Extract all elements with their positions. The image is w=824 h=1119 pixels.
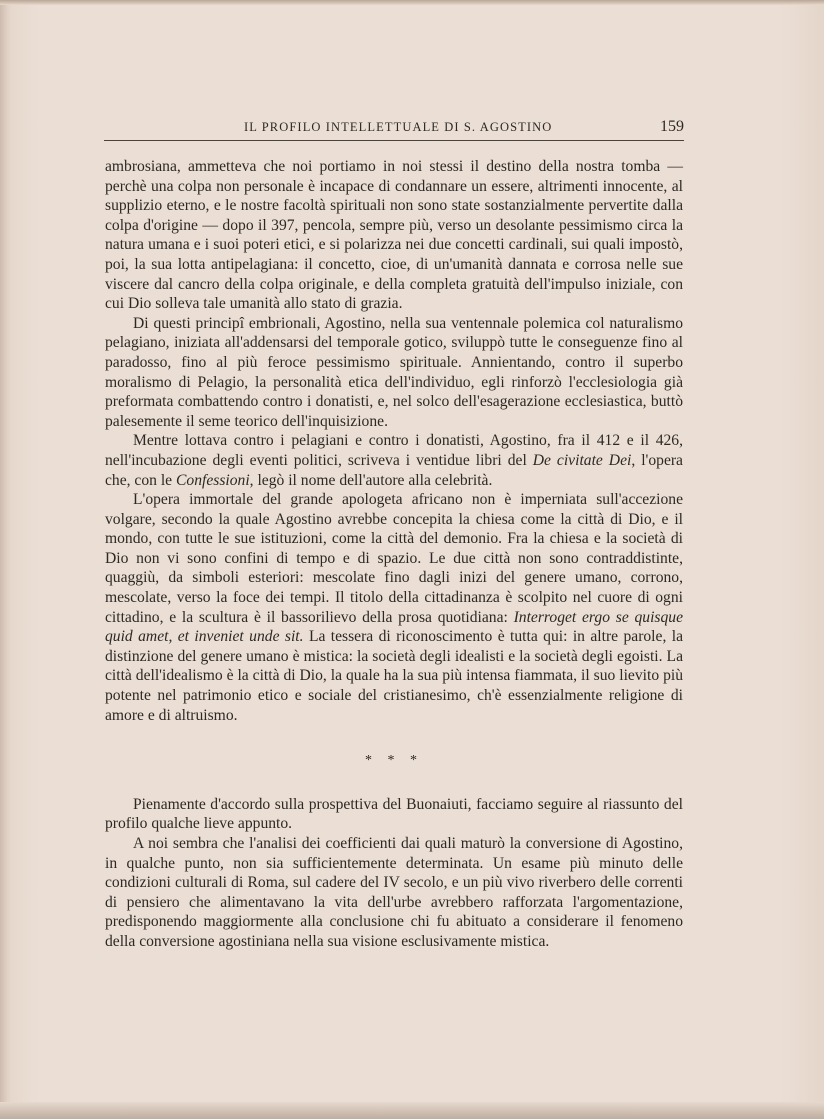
running-title: IL PROFILO INTELLETTUALE DI S. AGOSTINO [244, 120, 553, 134]
paragraph-6: A noi sembra che l'analisi dei coefficienti dai quali maturò la conversione di Agostino, in qualche punto, non sia sufficientemente determinata. Un esame più minuto delle condizioni culturali di Roma, sul cadere del IV secolo, e un più vivo riverbero delle correnti di pensiero che alimentavano la vita dell'urbe avrebbero rafforzata l'argomentazione, predisponendo maggiormente alla conclusione chi fu abituato a considerare il fenomeno della conversione agostiniana nella sua visione esclusivamente mistica. [105, 835, 683, 950]
latin-quotation: Interroget ergo se quisque quid amet, et inveniet unde sit. [105, 608, 683, 646]
page-header [244, 118, 684, 138]
page-top-edge [0, 0, 824, 5]
header-rule [104, 140, 684, 141]
paragraph-3-text-a: Mentre lottava contro i pelagiani e contro i donatisti, Agostino, fra il 412 e il 426, nell'incubazione degli eventi politici, scriveva i ventidue libri del [105, 432, 683, 469]
paragraph-5: Pienamente d'accordo sulla prospettiva del Buonaiuti, facciamo seguire al riassunto del profilo qualche lieve appunto. [105, 795, 683, 833]
title-confessioni: Confessioni [176, 471, 250, 489]
page-number: 159 [660, 118, 684, 135]
paragraph-4 [105, 490, 683, 725]
section-separator: * * * [365, 753, 423, 769]
body-text [105, 157, 683, 952]
paragraph-1: ambrosiana, ammetteva che noi portiamo in noi stessi il destino della nostra tomba — perchè una colpa non personale è incapace di condannare un essere, altrimenti innocente, al supplizio eterno, e le nostre facoltà spirituali non sono state sostanzialmente pervertite dalla colpa d'origine — dopo il 397, pencola, sempre più, verso un desolante pessimismo circa la natura umana e i suoi poteri etici, e si polarizza nei due concetti cardinali, sui quali impostò, poi, la sua lotta antipelagiana: il concetto, cioe, di un'umanità dannata e corrosa nelle sue viscere dal cancro della colpa originale, e della completa gratuità dell'impulso iniziale, con cui Dio solleva tale umanità allo stato di grazia. [105, 158, 683, 313]
paragraph-3 [105, 431, 683, 490]
title-de-civitate-dei: De civitate Dei [532, 451, 632, 469]
paragraph-4-text-b: La tessera di riconoscimento è tutta qui: in altre parole, la distinzione del genere umano è mistica: la società degli idealisti e la società degli egoisti. La città dell'idealismo è la città di Dio, la quale ha la sua più intensa fiammata, il suo lievito più potente nel patrimonio etico e sociale del cristianesimo, ch'è essenzialmente religione di amore e di altruismo. [105, 628, 683, 724]
paragraph-4-text-a: L'opera immortale del grande apologeta africano non è imperniata sull'accezione volgare, secondo la quale Agostino avrebbe concepita la chiesa come la città di Dio, e il mondo, con tutte le sue istituzioni, come la città del demonio. Fra la chiesa e la società di Dio non vi sono confini di tempo e di spazio. Le due città non sono contraddistinte, quaggiù, da simboli esteriori: mescolate fino dagli inizi del genere umano, corrono, mescolate, verso la foce dei tempi. Il titolo della cittadinanza è scolpito nel cuore di ogni cittadino, e la scultura è il bassorilievo della prosa quotidiana: [105, 491, 683, 626]
page-left-edge [0, 0, 8, 1119]
page-bottom-edge [0, 1102, 824, 1119]
paragraph-3-text-b: , l'opera che, con le [105, 451, 683, 489]
paragraph-2: Di questi principî embrionali, Agostino, nella sua ventennale polemica col naturalismo pelagiano, iniziata all'addensarsi del temporale gotico, sviluppò tutte le conseguenze fino al paradosso, fino al più feroce pessimismo spirituale. Annientando, contro il superbo moralismo di Pelagio, la personalità etica dell'individuo, egli rinforzò l'ecclesiologia già preformata combattendo contro i donatisti, e, nel solco dell'esagerazione ecclesiastica, buttò palesemente il seme teorico dell'inquisizione. [105, 314, 683, 430]
paragraph-3-text-c: , legò il nome dell'autore alla celebrità. [249, 471, 493, 489]
